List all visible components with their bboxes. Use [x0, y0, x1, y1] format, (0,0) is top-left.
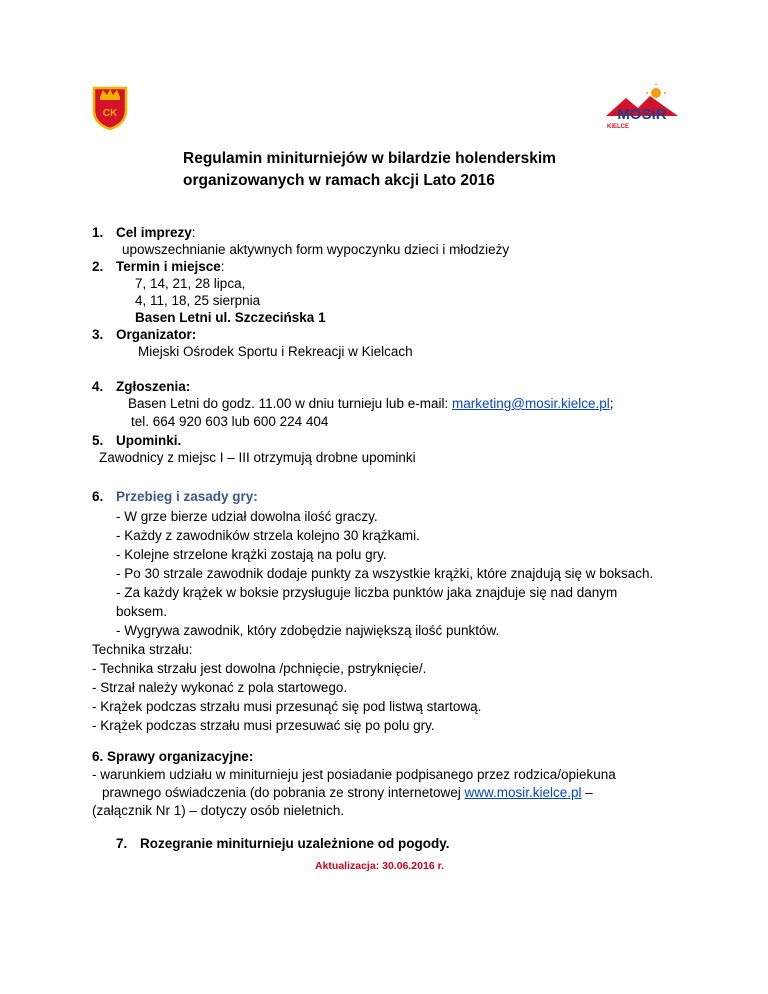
rule-item: boksem. — [116, 604, 168, 619]
mosir-logo — [604, 84, 680, 130]
section-2-heading: Termin i miejsce: — [116, 259, 225, 274]
coat-of-arms-text: CK — [102, 108, 118, 119]
update-date: Aktualizacja: 30.06.2016 r. — [315, 860, 444, 872]
mosir-logo-subtext: KIELCE — [606, 124, 630, 130]
rule-item: - Kolejne strzelone krążki zostają na polu gry. — [116, 547, 387, 562]
section-3-text: Miejski Ośrodek Sportu i Rekreacji w Kielcach — [138, 344, 413, 359]
section-2-number: 2. — [92, 259, 104, 274]
section-6-number: 6. — [92, 489, 104, 504]
technique-item: - Krążek podczas strzału musi przesuwać się po polu gry. — [92, 718, 435, 733]
document-title-line-2: organizowanych w ramach akcji Lato 2016 — [183, 172, 495, 189]
section-4-number: 4. — [92, 379, 104, 394]
document-title-line-1: Regulamin miniturniejów w bilardzie holenderskim — [183, 150, 556, 167]
section-5-heading: Upominki. — [116, 433, 182, 448]
organizational-heading: 6. Sprawy organizacyjne: — [92, 749, 254, 764]
section-1-number: 1. — [92, 225, 104, 240]
section-3-heading: Organizator: — [116, 327, 197, 342]
section-7-number: 7. — [116, 836, 128, 851]
organizational-line-3: (załącznik Nr 1) – dotyczy osób nieletnich. — [92, 803, 345, 818]
section-4-heading: Zgłoszenia: — [116, 379, 191, 394]
section-7-heading: Rozegranie miniturnieju uzależnione od pogody. — [140, 836, 450, 851]
section-4-phone: tel. 664 920 603 lub 600 224 404 — [131, 414, 329, 429]
technique-heading: Technika strzału: — [92, 642, 193, 657]
rule-item: - Wygrywa zawodnik, który zdobędzie największą ilość punktów. — [116, 623, 500, 638]
section-2-dates-august: 4, 11, 18, 25 sierpnia — [135, 293, 261, 308]
section-6-heading: Przebieg i zasady gry: — [116, 489, 258, 504]
mosir-logo-text: MOSiR — [617, 106, 667, 123]
email-link[interactable]: marketing@mosir.kielce.pl — [451, 396, 610, 411]
kielce-coat-of-arms-logo — [90, 84, 130, 130]
section-3-number: 3. — [92, 327, 104, 342]
section-5-text: Zawodnicy z miejsc I – III otrzymują drobne upominki — [99, 450, 416, 465]
technique-item: - Technika strzału jest dowolna /pchnięcie, pstryknięcie/. — [92, 661, 427, 676]
section-5-number: 5. — [92, 433, 104, 448]
organizational-line-2: prawnego oświadczenia (do pobrania ze strony internetowej www.mosir.kielce.pl – — [102, 785, 593, 800]
rule-item: - Po 30 strzale zawodnik dodaje punkty za wszystkie krążki, które znajdują się w boksach. — [116, 566, 654, 581]
section-1-text: upowszechnianie aktywnych form wypoczynku dzieci i młodzieży — [122, 242, 510, 257]
technique-item: - Strzał należy wykonać z pola startowego. — [92, 680, 348, 695]
rule-item: - Każdy z zawodników strzela kolejno 30 krążkami. — [116, 528, 420, 543]
rule-item: - W grze bierze udział dowolna ilość graczy. — [116, 509, 378, 524]
section-2-dates-july: 7, 14, 21, 28 lipca, — [135, 276, 246, 291]
section-2-location: Basen Letni ul. Szczecińska 1 — [135, 310, 326, 325]
rule-item: - Za każdy krążek w boksie przysługuje liczba punktów jaka znajduje się nad danym — [116, 585, 618, 600]
section-4-line-1: Basen Letni do godz. 11.00 w dniu turnieju lub e-mail: marketing@mosir.kielce.pl; — [128, 396, 614, 411]
website-link[interactable]: www.mosir.kielce.pl — [464, 785, 582, 800]
organizational-line-1: - warunkiem udziału w miniturnieju jest posiadanie podpisanego przez rodzica/opiekuna — [92, 767, 616, 782]
technique-item: - Krążek podczas strzału musi przesunąć się pod listwą startową. — [92, 699, 482, 714]
section-1-heading: Cel imprezy: — [116, 225, 196, 240]
